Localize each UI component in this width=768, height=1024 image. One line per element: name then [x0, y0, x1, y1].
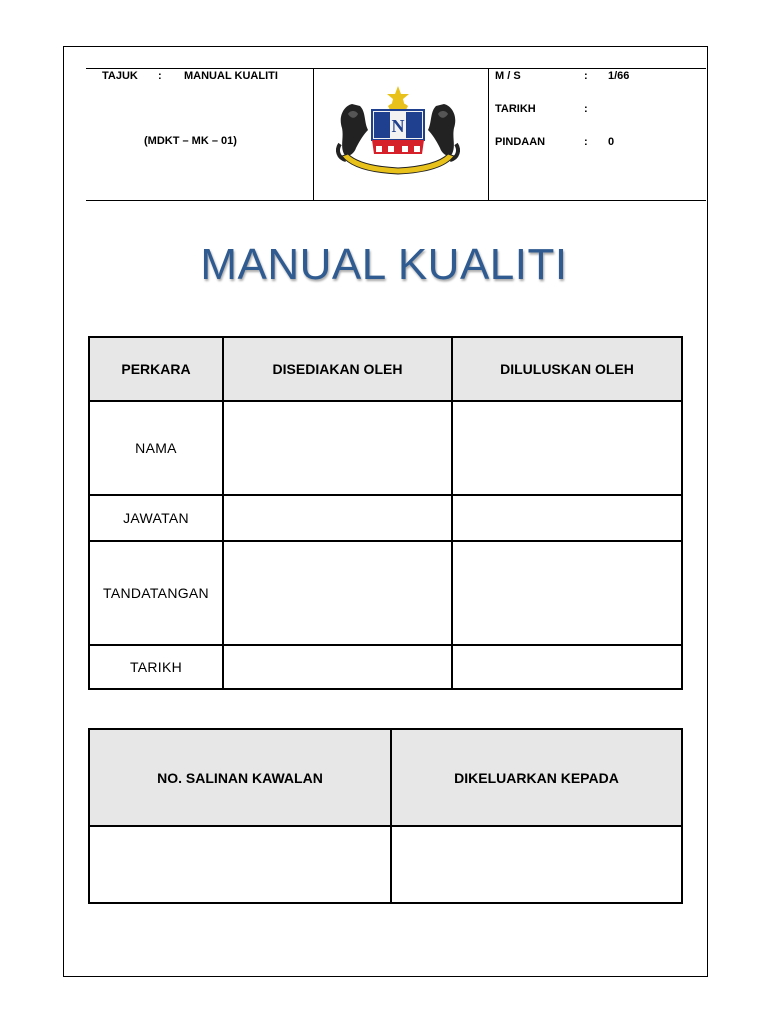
- tarikh-approved-cell[interactable]: [452, 645, 682, 689]
- control-copy-table: [88, 728, 683, 904]
- tarikh-label: TARIKH: [495, 103, 536, 115]
- copy-number-cell[interactable]: [89, 826, 391, 903]
- header-divider: [488, 69, 489, 200]
- tajuk-label: TAJUK: [102, 70, 138, 82]
- table-row: [89, 401, 682, 495]
- row-label-tarikh: TARIKH: [89, 645, 223, 689]
- svg-text:N: N: [391, 116, 405, 136]
- ms-label: M / S: [495, 70, 521, 82]
- tarikh-prepared-cell[interactable]: [223, 645, 452, 689]
- row-label-nama: NAMA: [89, 401, 223, 495]
- tajuk-value: MANUAL KUALITI: [184, 70, 278, 82]
- pindaan-value: 0: [608, 136, 615, 148]
- header-perkara: PERKARA: [89, 337, 223, 401]
- nama-approved-cell[interactable]: [452, 401, 682, 495]
- nama-prepared-cell[interactable]: [223, 401, 452, 495]
- header-diluluskan-oleh: DILULUSKAN OLEH: [452, 337, 682, 401]
- pindaan-separator: :: [584, 136, 588, 148]
- approval-table: [88, 336, 683, 690]
- tarikh-separator: :: [584, 103, 588, 115]
- header-no-salinan-kawalan: NO. SALINAN KAWALAN: [89, 729, 391, 826]
- jawatan-approved-cell[interactable]: [452, 495, 682, 541]
- table-row: [89, 495, 682, 541]
- header-divider: [313, 69, 314, 200]
- coat-of-arms-logo: [334, 84, 462, 178]
- jawatan-prepared-cell[interactable]: [223, 495, 452, 541]
- row-label-jawatan: JAWATAN: [89, 495, 223, 541]
- page-title: MANUAL KUALITI: [200, 240, 568, 289]
- issued-to-cell[interactable]: [391, 826, 682, 903]
- header-dikeluarkan-kepada: DIKELUARKAN KEPADA: [391, 729, 682, 826]
- tajuk-separator: :: [158, 70, 162, 82]
- header-disediakan-oleh: DISEDIAKAN OLEH: [223, 337, 452, 401]
- ms-value: 1/66: [608, 70, 630, 82]
- pindaan-label: PINDAAN: [495, 136, 546, 148]
- document-code: (MDKT – MK – 01): [144, 135, 237, 147]
- table-row: [89, 541, 682, 645]
- table-row: [89, 645, 682, 689]
- ms-separator: :: [584, 70, 588, 82]
- tandatangan-prepared-cell[interactable]: [223, 541, 452, 645]
- tandatangan-approved-cell[interactable]: [452, 541, 682, 645]
- row-label-tandatangan: TANDATANGAN: [89, 541, 223, 645]
- table-row: [89, 826, 682, 903]
